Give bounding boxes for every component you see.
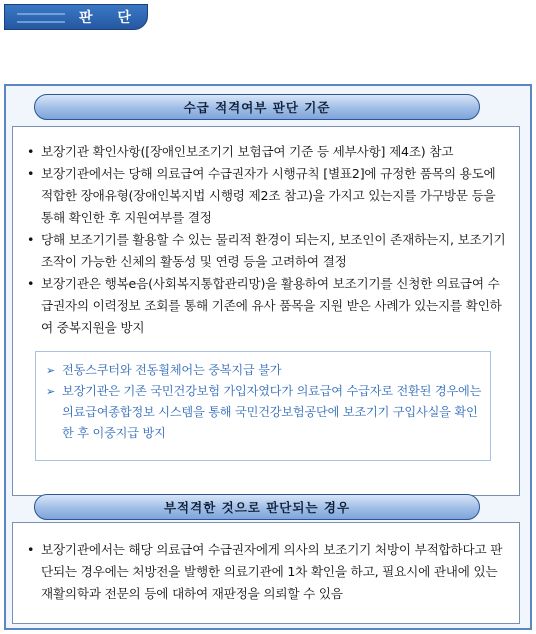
heading-title: 판 단	[79, 10, 141, 26]
criteria-item: • 당해 보조기기를 활용할 수 있는 물리적 환경이 되는지, 보조인이 존재하는지, 보조기기 조작이 가능한 신체의 활동성 및 연령 등을 고려하여 결정	[27, 229, 509, 273]
bullet-icon: •	[27, 542, 35, 557]
bullet-icon: •	[27, 166, 35, 181]
criteria-item: • 보장기관에서는 당해 의료급여 수급권자가 시행규칙 [별표2]에 규정한 품목의 용도에 적합한 장애유형(장애인복지법 시행령 제2조 참고)을 가지고 있는지를 가구방문 등을 통해 확인한 후 지원여부를 결정	[27, 163, 509, 229]
criteria-panel	[12, 126, 520, 496]
heading-decoration	[17, 13, 65, 23]
criteria-title-pill	[34, 94, 480, 120]
criteria-item: • 보장기관은 행복e음(사회복지통합관리망)을 활용하여 보조기기를 신청한 의료급여 수급권자의 이력정보 조회를 통해 기존에 유사 품목을 지원 받은 사례가 있는지를 확인하여 중복지원을 방지	[27, 273, 509, 339]
bullet-icon: •	[27, 144, 35, 159]
bullet-icon: •	[27, 232, 35, 247]
criteria-list	[13, 127, 519, 339]
arrow-icon: ➢	[46, 385, 56, 398]
bullet-icon: •	[27, 276, 35, 291]
ineligible-title: 부적격한 것으로 판단되는 경우	[163, 500, 351, 515]
note-item: ➢ 전동스쿠터와 전동휠체어는 중복지급 불가	[46, 360, 482, 381]
section-heading-tab	[4, 4, 148, 30]
criteria-item: • 보장기관 확인사항([장애인보조기기 보험급여 기준 등 세부사항] 제4조) 참고	[27, 141, 509, 163]
ineligible-panel	[12, 522, 520, 624]
note-item: ➢ 보장기관은 기존 국민건강보험 가입자였다가 의료급여 수급자로 전환된 경우에는 의료급여종합정보 시스템을 통해 국민건강보험공단에 보조기기 구입사실을 확인한 후 이중지급 방지	[46, 381, 482, 444]
ineligible-list	[13, 523, 519, 605]
criteria-title: 수급 적격여부 판단 기준	[183, 100, 331, 115]
note-box	[35, 351, 491, 461]
arrow-icon: ➢	[46, 364, 56, 377]
ineligible-title-pill	[34, 494, 480, 520]
ineligible-item: • 보장기관에서는 해당 의료급여 수급권자에게 의사의 보조기기 처방이 부적합하다고 판단되는 경우에는 처방전을 발행한 의료기관에 1차 확인을 하고, 필요시에 관내에 있는 재활의학과 전문의 등에 대하여 재판정을 의뢰할 수 있음	[27, 539, 509, 605]
